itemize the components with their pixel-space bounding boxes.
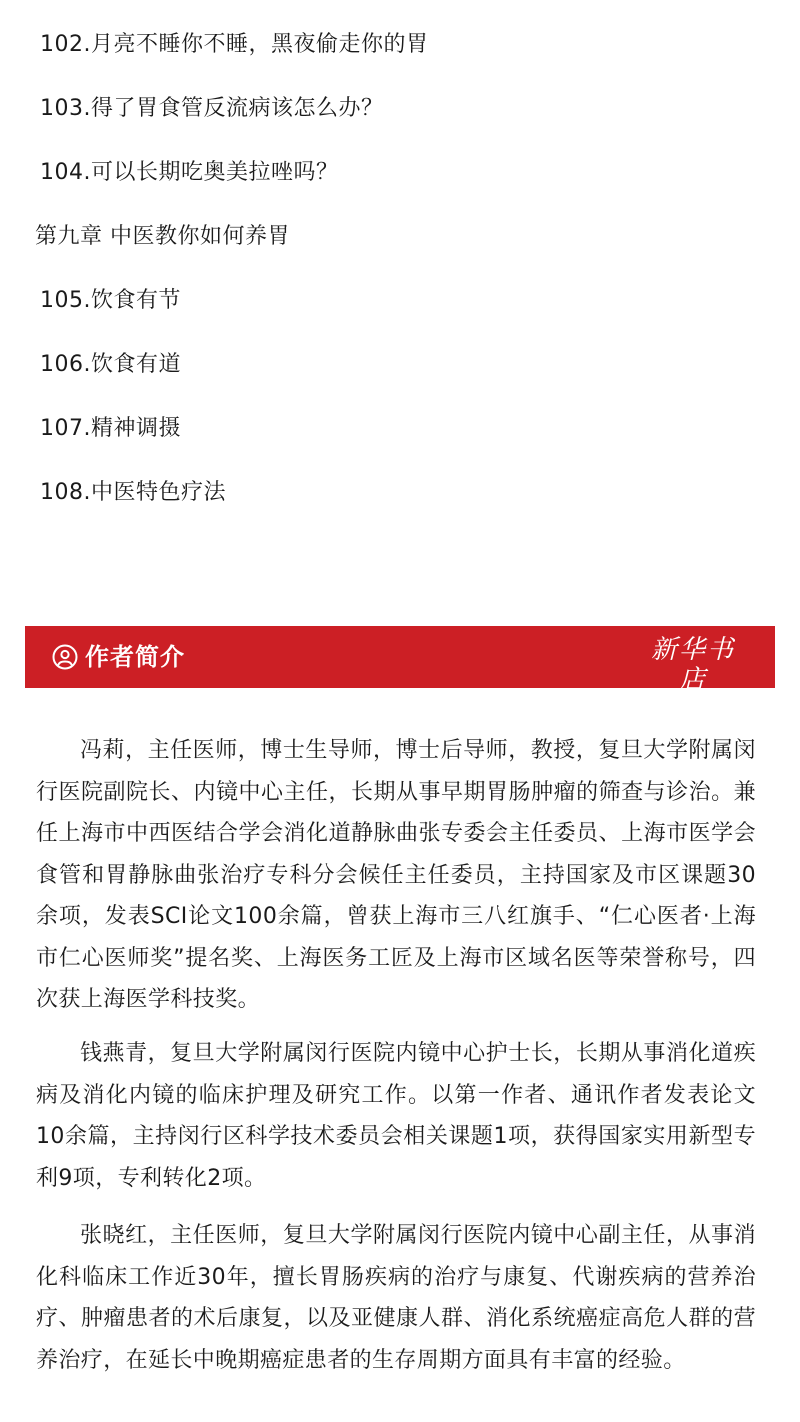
author-bio-zhang-xiaohong: 张晓红，主任医师，复旦大学附属闵行医院内镜中心副主任，从事消化科临床工作近30年，擅长胃肠疾病的治疗与康复、代谢疾病的营养治疗、肿瘤患者的术后康复，以及亚健康人群、消化系统癌症高危人群的营养治疗，在延长中晚期癌症患者的生存周期方面具有丰富的经验。 bbox=[36, 1223, 756, 1373]
section-title: 作者简介 bbox=[85, 643, 185, 671]
logo-en-right: BOOKSTORE bbox=[687, 696, 745, 704]
author-intro-banner bbox=[25, 626, 775, 704]
toc-item-103: 103.得了胃食管反流病该怎么办？ bbox=[40, 96, 384, 121]
toc-item-105: 105.饮食有节 bbox=[40, 288, 181, 313]
toc-item-106: 106.饮食有道 bbox=[40, 352, 181, 377]
logo-chinese-text: 新华书店 bbox=[650, 635, 735, 695]
toc-item-107: 107.精神调摄 bbox=[40, 416, 181, 441]
toc-item-108: 108.中医特色疗法 bbox=[40, 480, 226, 505]
toc-item-104: 104.可以长期吃奥美拉唑吗？ bbox=[40, 160, 339, 185]
logo-en-left: XINHUA bbox=[641, 696, 678, 704]
logo-english-text bbox=[639, 695, 747, 705]
user-circle-icon bbox=[52, 644, 78, 670]
xinhua-bookstore-logo bbox=[639, 635, 747, 704]
author-bio-feng-li: 冯莉，主任医师，博士生导师，博士后导师，教授，复旦大学附属闵行医院副院长、内镜中心主任，长期从事早期胃肠肿瘤的筛查与诊治。兼任上海市中西医结合学会消化道静脉曲张专委会主任委员、上海市医学会食管和胃静脉曲张治疗专科分会候任主任委员，主持国家及市区课题30余项，发表SCI论文100余篇，曾获上海市三八红旗手、“仁心医者·上海市仁心医师奖”提名奖、上海医务工匠及上海市区域名医等荣誉称号，四次获上海医学科技奖。 bbox=[36, 738, 756, 1012]
toc-item-102: 102.月亮不睡你不睡，黑夜偷走你的胃 bbox=[40, 32, 429, 57]
toc-chapter-9: 第九章 中医教你如何养胃 bbox=[35, 224, 290, 249]
author-bio-qian-yanqing: 钱燕青，复旦大学附属闵行医院内镜中心护士长，长期从事消化道疾病及消化内镜的临床护理及研究工作。以第一作者、通讯作者发表论文10余篇，主持闵行区科学技术委员会相关课题1项，获得国家实用新型专利9项，专利转化2项。 bbox=[36, 1041, 756, 1191]
